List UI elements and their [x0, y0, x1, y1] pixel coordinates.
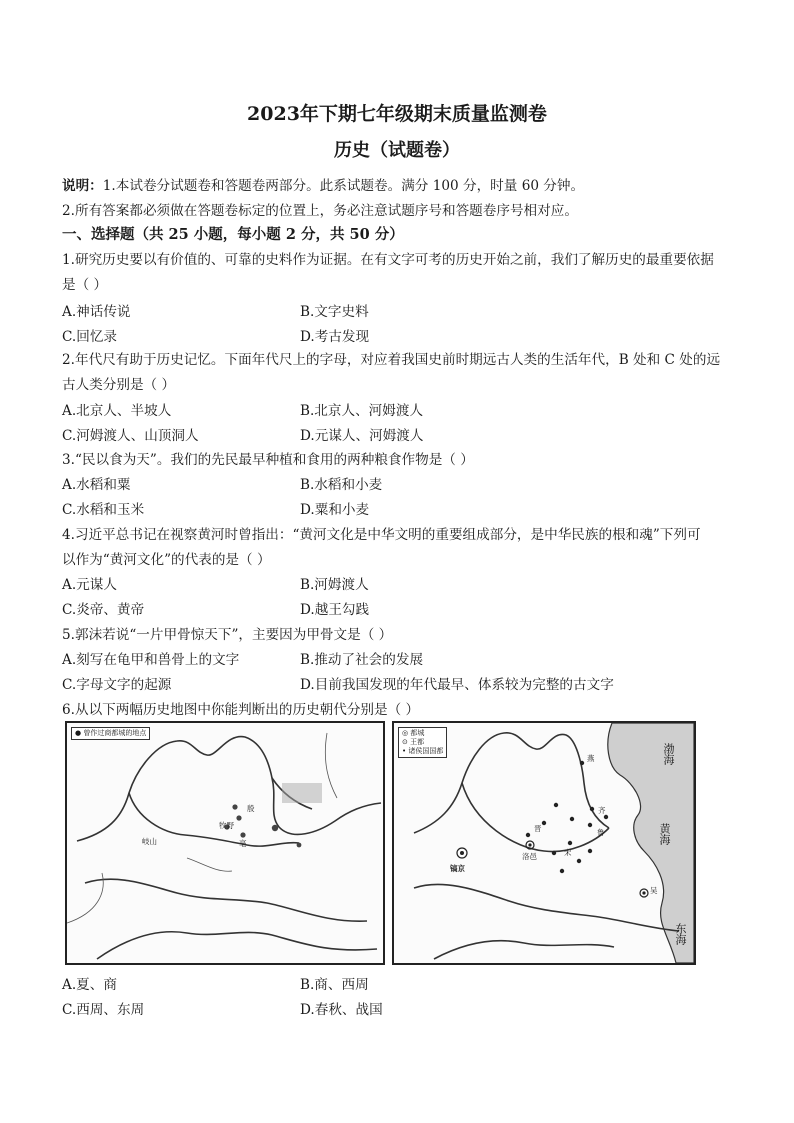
map-zhou-sea-huanghai: 黄海	[658, 823, 671, 845]
question-3-option-a: A.水稻和粟	[62, 477, 131, 493]
question-4-stem-line-1: 4.习近平总书记在视察黄河时曾指出：“黄河文化是中华文明的重要组成部分，是中华民族的根和魂”下列可	[62, 527, 701, 543]
question-2-stem-line-2: 古人类分别是（ ）	[62, 377, 176, 393]
map-zhou-label-song: 宋	[564, 848, 572, 857]
question-1-stem-line-1: 1.研究历史要以有价值的、可靠的史料作为证据。在有文字可考的历史开始之前，我们了解历史的最重要依据	[62, 252, 714, 268]
question-3-option-d: D.粟和小麦	[300, 502, 370, 518]
question-5-stem: 5.郭沫若说“一片甲骨惊天下”，主要因为甲骨文是（ ）	[62, 627, 393, 643]
question-6-option-c: C.西周、东周	[62, 1002, 145, 1018]
question-5-option-c: C.字母文字的起源	[62, 677, 172, 693]
question-5-option-b: B.推动了社会的发展	[300, 652, 424, 668]
question-5-option-d: D.目前我国发现的年代最早、体系较为完整的古文字	[300, 677, 614, 693]
map-shang-label-muye: 牧野	[219, 821, 234, 830]
question-2-stem-line-1: 2.年代尺有助于历史记忆。下面年代尺上的字母，对应着我国史前时期远古人类的生活年代，B 处和 C 处的远	[62, 352, 721, 368]
question-1-option-b: B.文字史料	[300, 304, 369, 320]
notes-text-1: 1.本试卷分试题卷和答题卷两部分。此系试题卷。满分 100 分，时量 60 分钟。	[102, 178, 585, 194]
question-3-option-b: B.水稻和小麦	[300, 477, 383, 493]
map-shang-label-bo: 亳	[239, 839, 247, 848]
map-shang-label-yin: 殷	[247, 804, 255, 813]
map-zhou-feudal	[392, 721, 696, 965]
map-zhou-legend-capital: ◎ 都城	[402, 729, 425, 737]
map-zhou-label-qi: 齐	[598, 806, 606, 815]
question-5-option-a: A.刻写在龟甲和兽骨上的文字	[62, 652, 240, 668]
map-shang-label-qishan: 岐山	[142, 837, 157, 846]
question-4-option-b: B.河姆渡人	[300, 577, 369, 593]
map-shang-drawing	[67, 723, 383, 963]
question-2-option-b: B.北京人、河姆渡人	[300, 403, 424, 419]
question-4-option-c: C.炎帝、黄帝	[62, 602, 145, 618]
exam-subtitle: 历史（试题卷）	[334, 140, 460, 161]
notes-label: 说明：	[62, 178, 103, 194]
question-1-option-c: C.回忆录	[62, 329, 118, 345]
map-zhou-label-yan: 燕	[587, 754, 595, 763]
question-2-option-a: A.北京人、半坡人	[62, 403, 172, 419]
question-1-option-a: A.神话传说	[62, 304, 131, 320]
question-6-option-b: B.商、西周	[300, 977, 369, 993]
question-3-stem: 3.“民以食为天”。我们的先民最早种植和食用的两种粮食作物是（ ）	[62, 452, 474, 468]
exam-title: 2023年下期七年级期末质量监测卷	[247, 103, 547, 125]
map-zhou-label-jin: 晋	[534, 824, 542, 833]
question-6-option-a: A.夏、商	[62, 977, 117, 993]
question-6-stem: 6.从以下两幅历史地图中你能判断出的历史朝代分别是（ ）	[62, 702, 420, 718]
map-zhou-legend-royal: ⊙ 王都	[402, 738, 425, 746]
map-zhou-drawing	[394, 723, 694, 963]
section-heading: 一、选择题（共 25 小题，每小题 2 分，共 50 分）	[62, 226, 404, 243]
question-1-option-d: D.考古发现	[300, 329, 370, 345]
question-4-option-a: A.元谋人	[62, 577, 117, 593]
map-shang-legend: ● 曾作过商都城的地点	[71, 727, 150, 740]
notes-line-2: 2.所有答案都必须做在答题卷标定的位置上，务必注意试题序号和答题卷序号相对应。	[62, 203, 578, 219]
map-zhou-sea-donghai: 东海	[674, 923, 687, 945]
question-3-option-c: C.水稻和玉米	[62, 502, 145, 518]
question-1-stem-line-2: 是（ ）	[62, 277, 108, 293]
question-4-option-d: D.越王勾践	[300, 602, 370, 618]
map-zhou-legend-vassal: • 诸侯国国都	[402, 747, 444, 755]
question-2-option-c: C.河姆渡人、山顶洞人	[62, 428, 199, 444]
map-zhou-label-lu: 鲁	[597, 828, 605, 837]
map-zhou-label-wu: 吴	[650, 886, 658, 895]
map-zhou-label-haojing: 镐京	[450, 864, 465, 873]
map-shang-capitals	[65, 721, 385, 965]
map-zhou-legend	[398, 727, 447, 758]
question-4-stem-line-2: 以作为“黄河文化”的代表的是（ ）	[62, 552, 271, 568]
map-zhou-sea-bohai: 渤海	[662, 743, 675, 765]
map-zhou-label-luoyi: 洛邑	[522, 852, 537, 861]
notes-line-1	[62, 174, 584, 194]
question-2-option-d: D.元谋人、河姆渡人	[300, 428, 424, 444]
question-6-option-d: D.春秋、战国	[300, 1002, 383, 1018]
